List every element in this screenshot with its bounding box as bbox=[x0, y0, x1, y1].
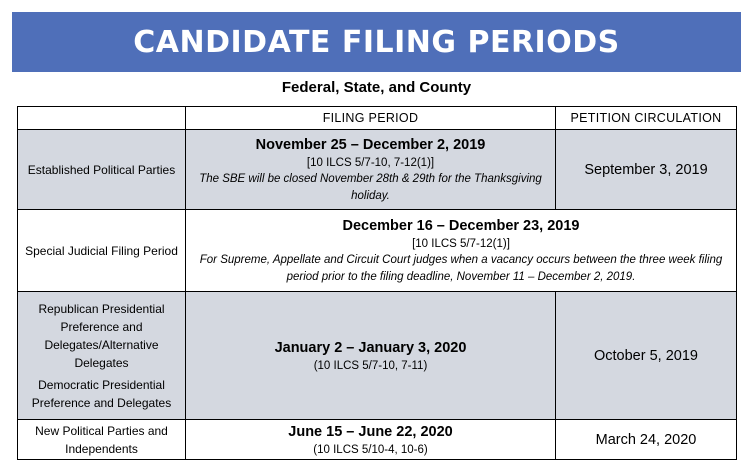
petition-date: October 5, 2019 bbox=[594, 347, 698, 364]
category-label: Democratic Presidential Preference and Delegates bbox=[31, 377, 172, 410]
header-petition-circulation: PETITION CIRCULATION bbox=[556, 107, 737, 130]
statute-citation: [10 ILCS 5/7-12(1)] bbox=[412, 237, 510, 250]
statute-citation: [10 ILCS 5/7-10, 7-12(1)] bbox=[306, 156, 435, 169]
row-filing-period bbox=[186, 292, 556, 420]
filing-dates: January 2 – January 3, 2020 bbox=[274, 339, 467, 356]
title-banner bbox=[12, 12, 741, 72]
row-category bbox=[18, 130, 186, 210]
table-row bbox=[18, 130, 737, 210]
category-label: Republican Presidential Preference and Delegates/Alternative Delegates bbox=[38, 301, 165, 370]
page-title: CANDIDATE FILING PERIODS bbox=[133, 24, 620, 60]
petition-date: September 3, 2019 bbox=[584, 161, 708, 178]
statute-citation: (10 ILCS 5/10-4, 10-6) bbox=[313, 443, 428, 456]
row-filing-period bbox=[186, 130, 556, 210]
filing-dates: November 25 – December 2, 2019 bbox=[255, 136, 486, 153]
category-label: Established Political Parties bbox=[27, 162, 176, 177]
category-label: New Political Parties and Independents bbox=[35, 423, 168, 456]
row-filing-period bbox=[186, 210, 737, 292]
row-petition bbox=[556, 420, 737, 460]
row-petition bbox=[556, 292, 737, 420]
page-subtitle: Federal, State, and County bbox=[281, 79, 472, 96]
header-category bbox=[18, 107, 186, 130]
table-header-row bbox=[18, 107, 737, 130]
filing-dates: December 16 – December 23, 2019 bbox=[342, 217, 580, 234]
header-filing-period: FILING PERIOD bbox=[186, 107, 556, 130]
table-row bbox=[18, 292, 737, 420]
table-row bbox=[18, 210, 737, 292]
category-label: Special Judicial Filing Period bbox=[25, 243, 178, 258]
table-row bbox=[18, 420, 737, 460]
filing-note: For Supreme, Appellate and Circuit Court judges when a vacancy occurs between the three week filing period prior to the filing deadline, November 11 – December 2, 2019. bbox=[199, 253, 723, 283]
filing-periods-table bbox=[17, 106, 737, 460]
row-filing-period bbox=[186, 420, 556, 460]
row-category bbox=[18, 210, 186, 292]
row-petition bbox=[556, 130, 737, 210]
statute-citation: (10 ILCS 5/7-10, 7-11) bbox=[313, 359, 428, 372]
row-category bbox=[18, 420, 186, 460]
row-category bbox=[18, 292, 186, 420]
petition-date: March 24, 2020 bbox=[595, 431, 697, 448]
filing-dates: June 15 – June 22, 2020 bbox=[288, 423, 453, 440]
filing-note: The SBE will be closed November 28th & 29th for the Thanksgiving holiday. bbox=[199, 172, 542, 202]
